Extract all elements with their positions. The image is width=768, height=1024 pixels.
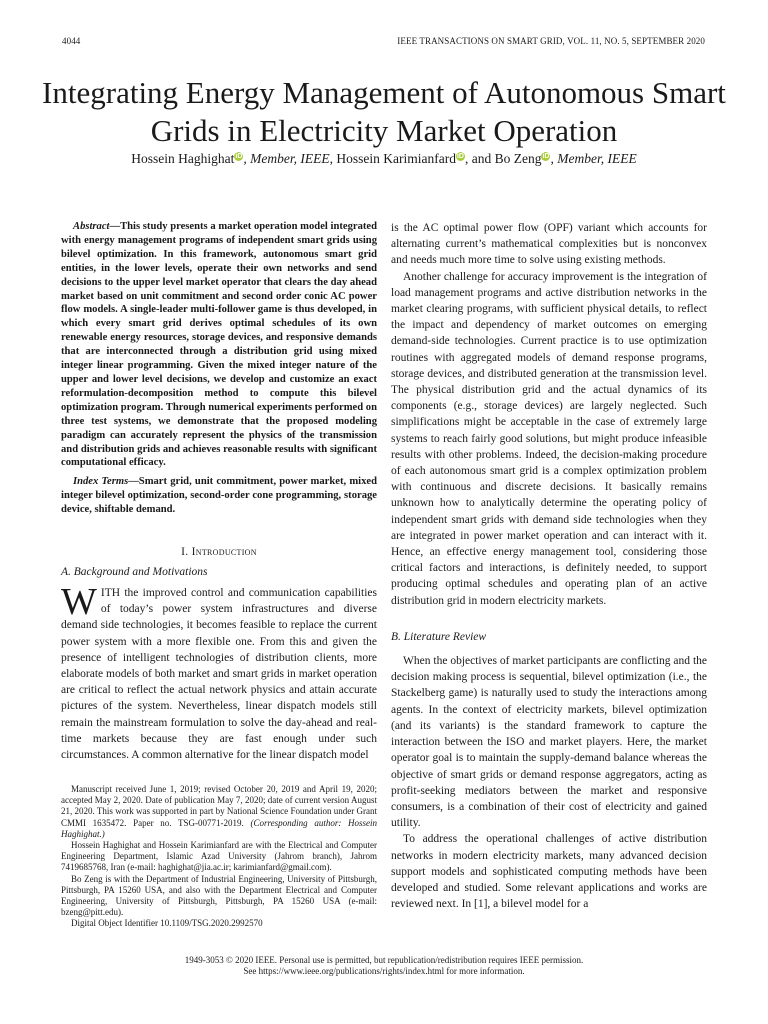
author-name: , and Bo Zeng [464, 151, 542, 166]
abstract-text: —This study presents a market operation model integrated with energy management programs of independent smart grids using bilevel optimization. In this framework, autonomous smart grid entities, in the lower levels, operate their own networks and send decisions to the upper level market operator that clears the day ahead market based on unit commitment and second order conic AC power flow models. A single-leader multi-follower game is thus developed, in which every smart grid derives optimal schedules of its own renewable energy resources, storage devices, and responsive demands that are interconnected through a distribution grid using mixed integer linear programming. Given the mixed integer nature of the upper and lower level decisions, we develop and customize an exact reformulation-decomposition method to compute this bilevel optimization program. Through numerical experiments performed on three test systems, we demonstrate that the proposed modeling paradigm can accurately represent the physics of the transmission and distribution grids and achieves reasonable results with significant computational efficacy. [61, 221, 377, 469]
author-name: Hossein Haghighat [131, 151, 235, 166]
index-terms [61, 475, 377, 517]
author-role: , Member, IEEE [550, 151, 637, 166]
abstract-label: Abstract [73, 221, 110, 232]
author-line [40, 150, 728, 168]
footnote-corresponding: (Corresponding author: Hossein Haghighat.) [61, 817, 378, 839]
paragraph: is the AC optimal power flow (OPF) variant which accounts for alternating current’s mathematical complexities but is nonconvex and needs much more time to solve using existing methods. [391, 222, 707, 267]
subsection-heading: B. Literature Review [391, 630, 487, 643]
index-terms-text: —Smart grid, unit commitment, power market, mixed integer bilevel optimization, second-order cone programming, storage device, shiftable demand. [61, 476, 377, 515]
orcid-icon[interactable]: iD [542, 152, 550, 160]
orcid-icon[interactable]: iD [235, 152, 243, 160]
right-column [391, 220, 707, 912]
index-terms-label: Index Terms [73, 476, 129, 487]
footnote-doi[interactable]: Digital Object Identifier 10.1109/TSG.2020.2992570 [71, 918, 263, 929]
journal-header: IEEE TRANSACTIONS ON SMART GRID, VOL. 11, NO. 5, SEPTEMBER 2020 [397, 36, 705, 46]
author-name: , Hossein Karimianfard [329, 151, 456, 166]
footnotes [61, 784, 377, 930]
footnote-manuscript: Manuscript received June 1, 2019; revised October 20, 2019 and April 19, 2020; accepted May 2, 2020. Date of publication May 7, 2020; date of current version August 21, 2020. This work was supported in part by National Science Foundation under Grant CMMI 1635472. Paper no. TSG-00771-2019. [61, 784, 377, 828]
intro-paragraph [61, 581, 377, 763]
paper-title: Integrating Energy Management of Autonomous Smart Grids in Electricity Market Operation [42, 75, 726, 148]
paragraph: To address the operational challenges of active distribution networks in modern electricity markets, many advanced decision support models and sophisticated computing methods have been developed and studied. Some relevant applications and works are reviewed next. In [1], a bilevel model for a [391, 833, 707, 911]
copyright-line: 1949-3053 © 2020 IEEE. Personal use is permitted, but republication/redistribution requires IEEE permission. [184, 955, 584, 965]
footnote-affiliation: Hossein Haghighat and Hossein Karimianfard are with the Electrical and Computer Engineering Department, Islamic Azad University (Jahrom branch), Jahrom 7419685768, Iran (e-mail: haghighat@jia.ac.ir; karimianfard@gmail.com). [61, 840, 377, 873]
page-number: 4044 [62, 36, 81, 46]
abstract [61, 220, 377, 470]
drop-cap: W [61, 581, 97, 623]
author-role: , Member, IEEE [243, 151, 330, 166]
intro-text: ITH the improved control and communication capabilities of today’s power system infrastructures and diverse demand side technologies, it becomes feasible to replace the current power system with a more flexible one. From this and given the presence of intelligent technologies of distribution clients, more elaborate models of both market and smart grids in market operation are critical to reflect the actual network physics and attain accurate pictures of the system. Nevertheless, linear dispatch models still remain the mainstream formulation to solve the day-ahead and real-time markets because they are fast enough under such circumstances. A common alternative for the linear dispatch model [61, 587, 377, 762]
orcid-icon[interactable]: iD [456, 152, 464, 160]
copyright-notice [40, 955, 728, 977]
subsection-heading: A. Background and Motivations [61, 566, 208, 578]
rights-link[interactable]: See https://www.ieee.org/publications/rights/index.html for more information. [243, 966, 525, 976]
footnote-affiliation: Bo Zeng is with the Department of Industrial Engineering, University of Pittsburgh, Pittsburgh, PA 15260 USA, and also with the Department Electrical and Computer Engineering, University of Pittsburgh, Pittsburgh, PA 15260 USA (e-mail: bzeng@pitt.edu). [61, 873, 377, 918]
paragraph: Another challenge for accuracy improvement is the integration of load management programs and active distribution networks in the market clearing programs, with sufficient physical details, to reflect the impact and dependency of market outcomes on emerging demand-side technologies. Current practice is to use optimization routines with aggregated models of demand response programs, storage devices, and distributed generation at the transmission level. The physical distribution grid and the actual dynamics of its components (e.g., storage devices) are largely neglected. Such simplifications might be acceptable in the case of extremely large systems to reach fairly good solutions, but might produce infeasible results with other problems. Indeed, the decision-making procedure of each autonomous smart grid is a complex optimization problem with continuous and discrete decisions. It basically remains unknown how to analytically determine the operating policy of independent smart grids with demand side technologies when they are integrated in power market operation and can interact with it. Hence, an effective energy management tool, considering those critical factors and interactions, is definitely needed, to support producing optimal schedules and operating plan of an active distribution grid in modern electricity markets. [391, 270, 707, 607]
section-heading: I. Introduction [181, 546, 257, 558]
paragraph: When the objectives of market participants are conflicting and the decision making process is sequential, bilevel optimization (i.e., the Stackelberg game) is naturally used to study the interactions among agents. In the context of electricity markets, bilevel optimization (and its variants) is the standard framework to capture the interaction between the ISO and market players. Here, the market operator goal is to maintain the supply-demand balance whereas the objective of smart grids or demand response aggregators, acting as profit-seeking mediators between the market and responsive consumers, is a combination of their cost of electricity and gained utility. [391, 655, 707, 830]
